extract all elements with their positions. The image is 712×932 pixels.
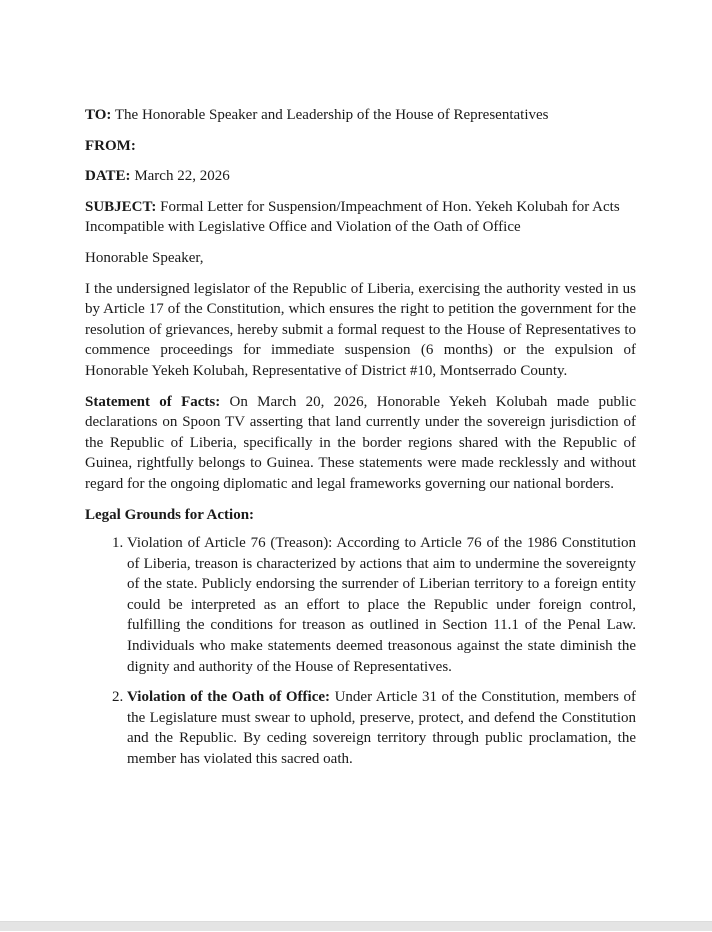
subject-value: Formal Letter for Suspension/Impeachment of Hon. Yekeh Kolubah for Acts Incompatible with Legislative Office and Violation of the Oath of Office [85,198,620,236]
to-line [85,105,636,126]
to-value: The Honorable Speaker and Leadership of the House of Representatives [111,107,549,123]
letter-document [85,105,636,780]
legal-ground-text: Violation of Article 76 (Treason): According to Article 76 of the 1986 Constitution of Liberia, treason is characterized by actions that aim to undermine the sovereignty of the state. Publicly endorsing the surrender of Liberian territory to a foreign entity could be interpreted as an effort to place the Republic under foreign control, fulfilling the conditions for treason as outlined in Section 11.1 of the Penal Law. Individuals who make statements deemed treasonous against the state diminish the dignity and authority of the House of Representatives. [127,535,636,675]
statement-of-facts [85,392,636,495]
legal-ground-item [127,687,636,769]
legal-grounds-heading: Legal Grounds for Action: [85,506,255,523]
legal-ground-text: Under Article 31 of the Constitution, members of the Legislature must swear to uphold, preserve, protect, and defend the Constitution and the Republic. By ceding sovereign territory through public proclamation, the member has violated this sacred oath. [127,689,637,768]
date-label: DATE: [85,168,131,185]
legal-grounds-list [85,533,636,770]
to-label: TO: [85,107,112,123]
date-value: March 22, 2026 [130,168,230,185]
intro-paragraph: I the undersigned legislator of the Republic of Liberia, exercising the authority vested in us by Article 17 of the Constitution, which ensures the right to petition the government for the resolution of grievances, hereby submit a formal request to the House of Representatives to commence proceedings for immediate suspension (6 months) or the expulsion of Honorable Yekeh Kolubah, Representative of District #10, Montserrado County. [85,280,636,379]
statement-of-facts-label: Statement of Facts: [85,393,221,410]
date-line [85,166,636,187]
bottom-scroll-strip [0,921,712,931]
from-label: FROM: [85,137,136,154]
legal-ground-item [127,533,636,677]
subject-line [85,197,636,238]
subject-label: SUBJECT: [85,198,157,215]
from-line [85,136,636,157]
statement-of-facts-text: On March 20, 2026, Honorable Yekeh Kolubah made public declarations on Spoon TV asserting that land currently under the sovereign jurisdiction of the Republic of Liberia, specifically in the border regions shared with the Republic of Guinea, rightfully belongs to Guinea. These statements were made recklessly and without regard for the ongoing diplomatic and legal frameworks governing our national borders. [85,393,636,492]
salutation: Honorable Speaker, [85,249,204,266]
legal-ground-bold-label: Violation of the Oath of Office: [127,689,331,706]
